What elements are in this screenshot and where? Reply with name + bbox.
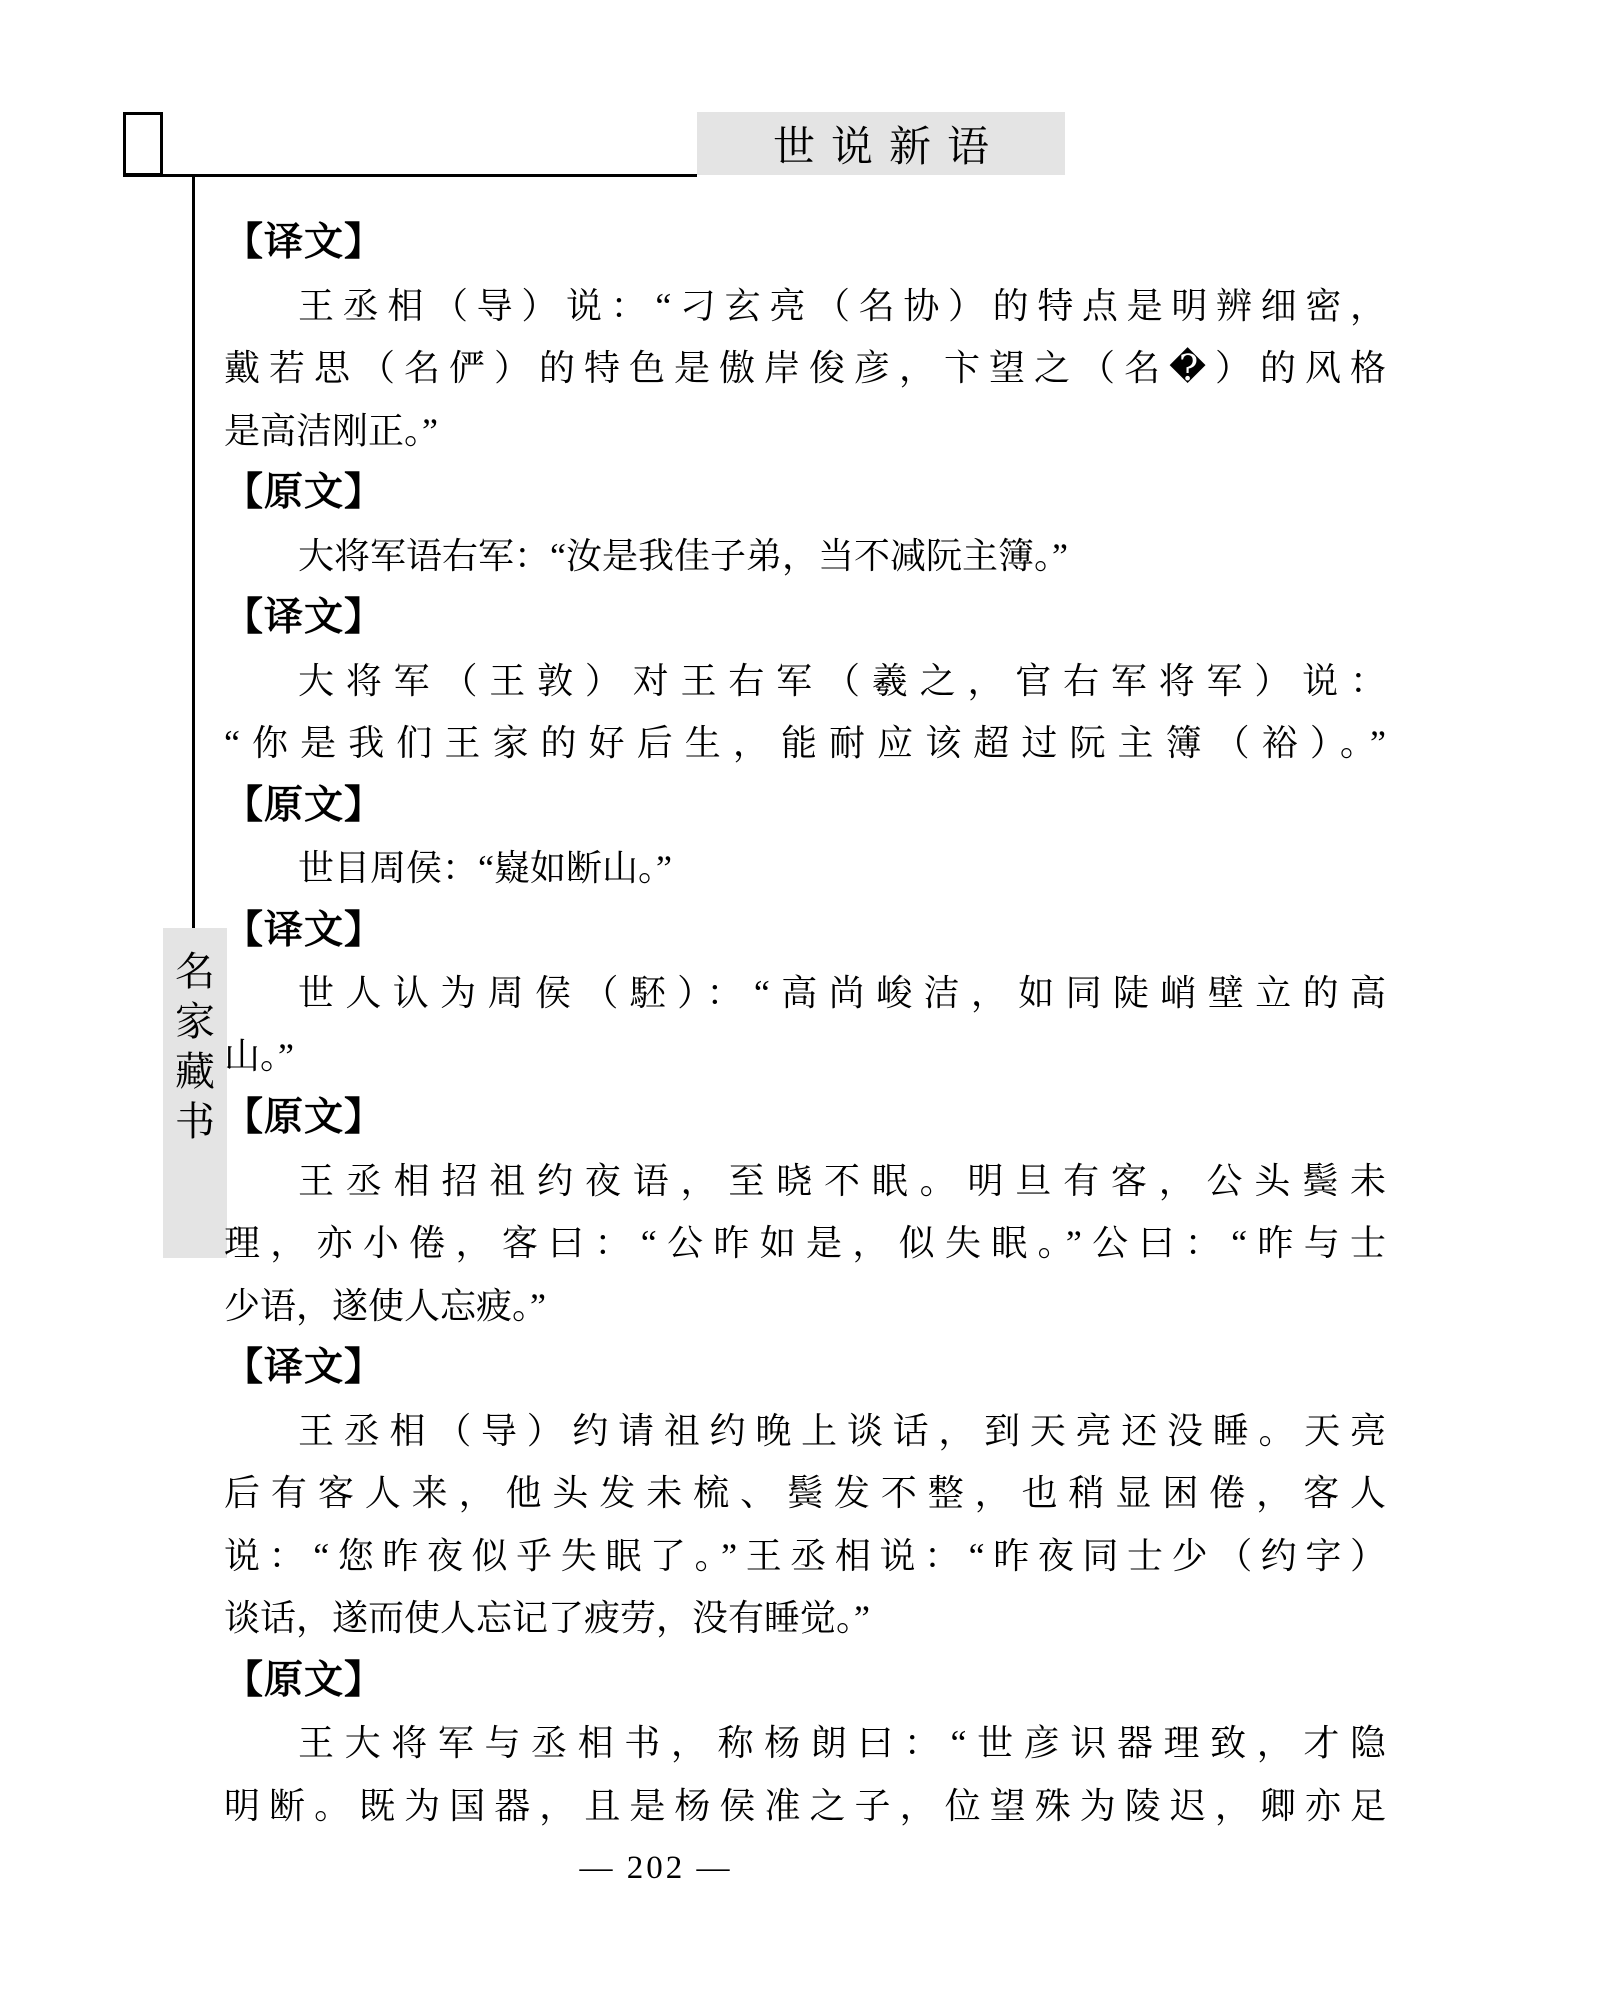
book-title: 世说新语 xyxy=(772,124,1005,171)
text-line: 大将军语右军：“汝是我佳子弟，当不减阮主簿。” xyxy=(298,535,1068,576)
content-rows xyxy=(224,212,1386,1837)
text-line: “你是我们王家的好后生，能耐应该超过阮主簿（裕）。” xyxy=(224,723,1386,763)
section-heading: 【译文】 xyxy=(224,221,385,264)
text-line: 世人认为周侯（駓）：“高尚峻洁，如同陡峭壁立的高 xyxy=(298,973,1386,1013)
text-line: 王丞相（导）说：“刁玄亮（名协）的特点是明辨细密， xyxy=(298,285,1386,326)
series-label-char: 家 xyxy=(175,999,215,1044)
section-heading: 【原文】 xyxy=(224,1096,385,1139)
section-heading: 【原文】 xyxy=(224,783,385,827)
text-line: 少语，遂使人忘疲。” xyxy=(224,1285,546,1326)
text-line: 世目周侯：“嶷如断山。” xyxy=(298,848,672,888)
text-line: 理，亦小倦，客曰：“公昨如是，似失眠。”公曰：“昨与士 xyxy=(224,1223,1386,1263)
page-number: — 202 — xyxy=(579,1850,733,1886)
text-line: 说：“您昨夜似乎失眠了。”王丞相说：“昨夜同士少（约字） xyxy=(224,1535,1386,1576)
margin-rule xyxy=(192,176,195,928)
section-heading: 【原文】 xyxy=(224,471,385,514)
corner-box xyxy=(123,112,163,176)
series-label-char: 书 xyxy=(175,1099,215,1144)
text-line: 后有客人来，他头发未梳、鬓发不整，也稍显困倦，客人 xyxy=(224,1473,1386,1513)
section-heading: 【译文】 xyxy=(224,908,385,952)
text-line: 王丞相招祖约夜语，至晓不眠。明旦有客，公头鬓未 xyxy=(298,1160,1386,1201)
text-line: 谈话，遂而使人忘记了疲劳，没有睡觉。” xyxy=(224,1598,870,1638)
section-heading: 【原文】 xyxy=(224,1658,385,1702)
header-rule xyxy=(123,174,697,177)
text-line: 大将军（王敦）对王右军（羲之，官右军将军）说： xyxy=(298,660,1386,701)
series-label-box xyxy=(163,928,227,1258)
running-head xyxy=(697,112,1065,175)
text-line: 是高洁刚正。” xyxy=(224,410,438,451)
section-heading: 【译文】 xyxy=(224,596,385,639)
series-label-char: 藏 xyxy=(175,1049,215,1094)
text-line: 王大将军与丞相书，称杨朗曰：“世彦识器理致，才隐 xyxy=(298,1723,1386,1763)
section-heading: 【译文】 xyxy=(224,1346,385,1389)
text-line: 山。” xyxy=(224,1035,294,1076)
series-label-char: 名 xyxy=(175,949,215,994)
text-line: 戴若思（名俨）的特色是傲岸俊彦，卞望之（名�）的风格 xyxy=(224,348,1386,388)
text-line: 明断。既为国器，且是杨侯准之子，位望殊为陵迟，卿亦足 xyxy=(224,1785,1386,1826)
text-line: 王丞相（导）约请祖约晚上谈话，到天亮还没睡。天亮 xyxy=(298,1410,1386,1451)
